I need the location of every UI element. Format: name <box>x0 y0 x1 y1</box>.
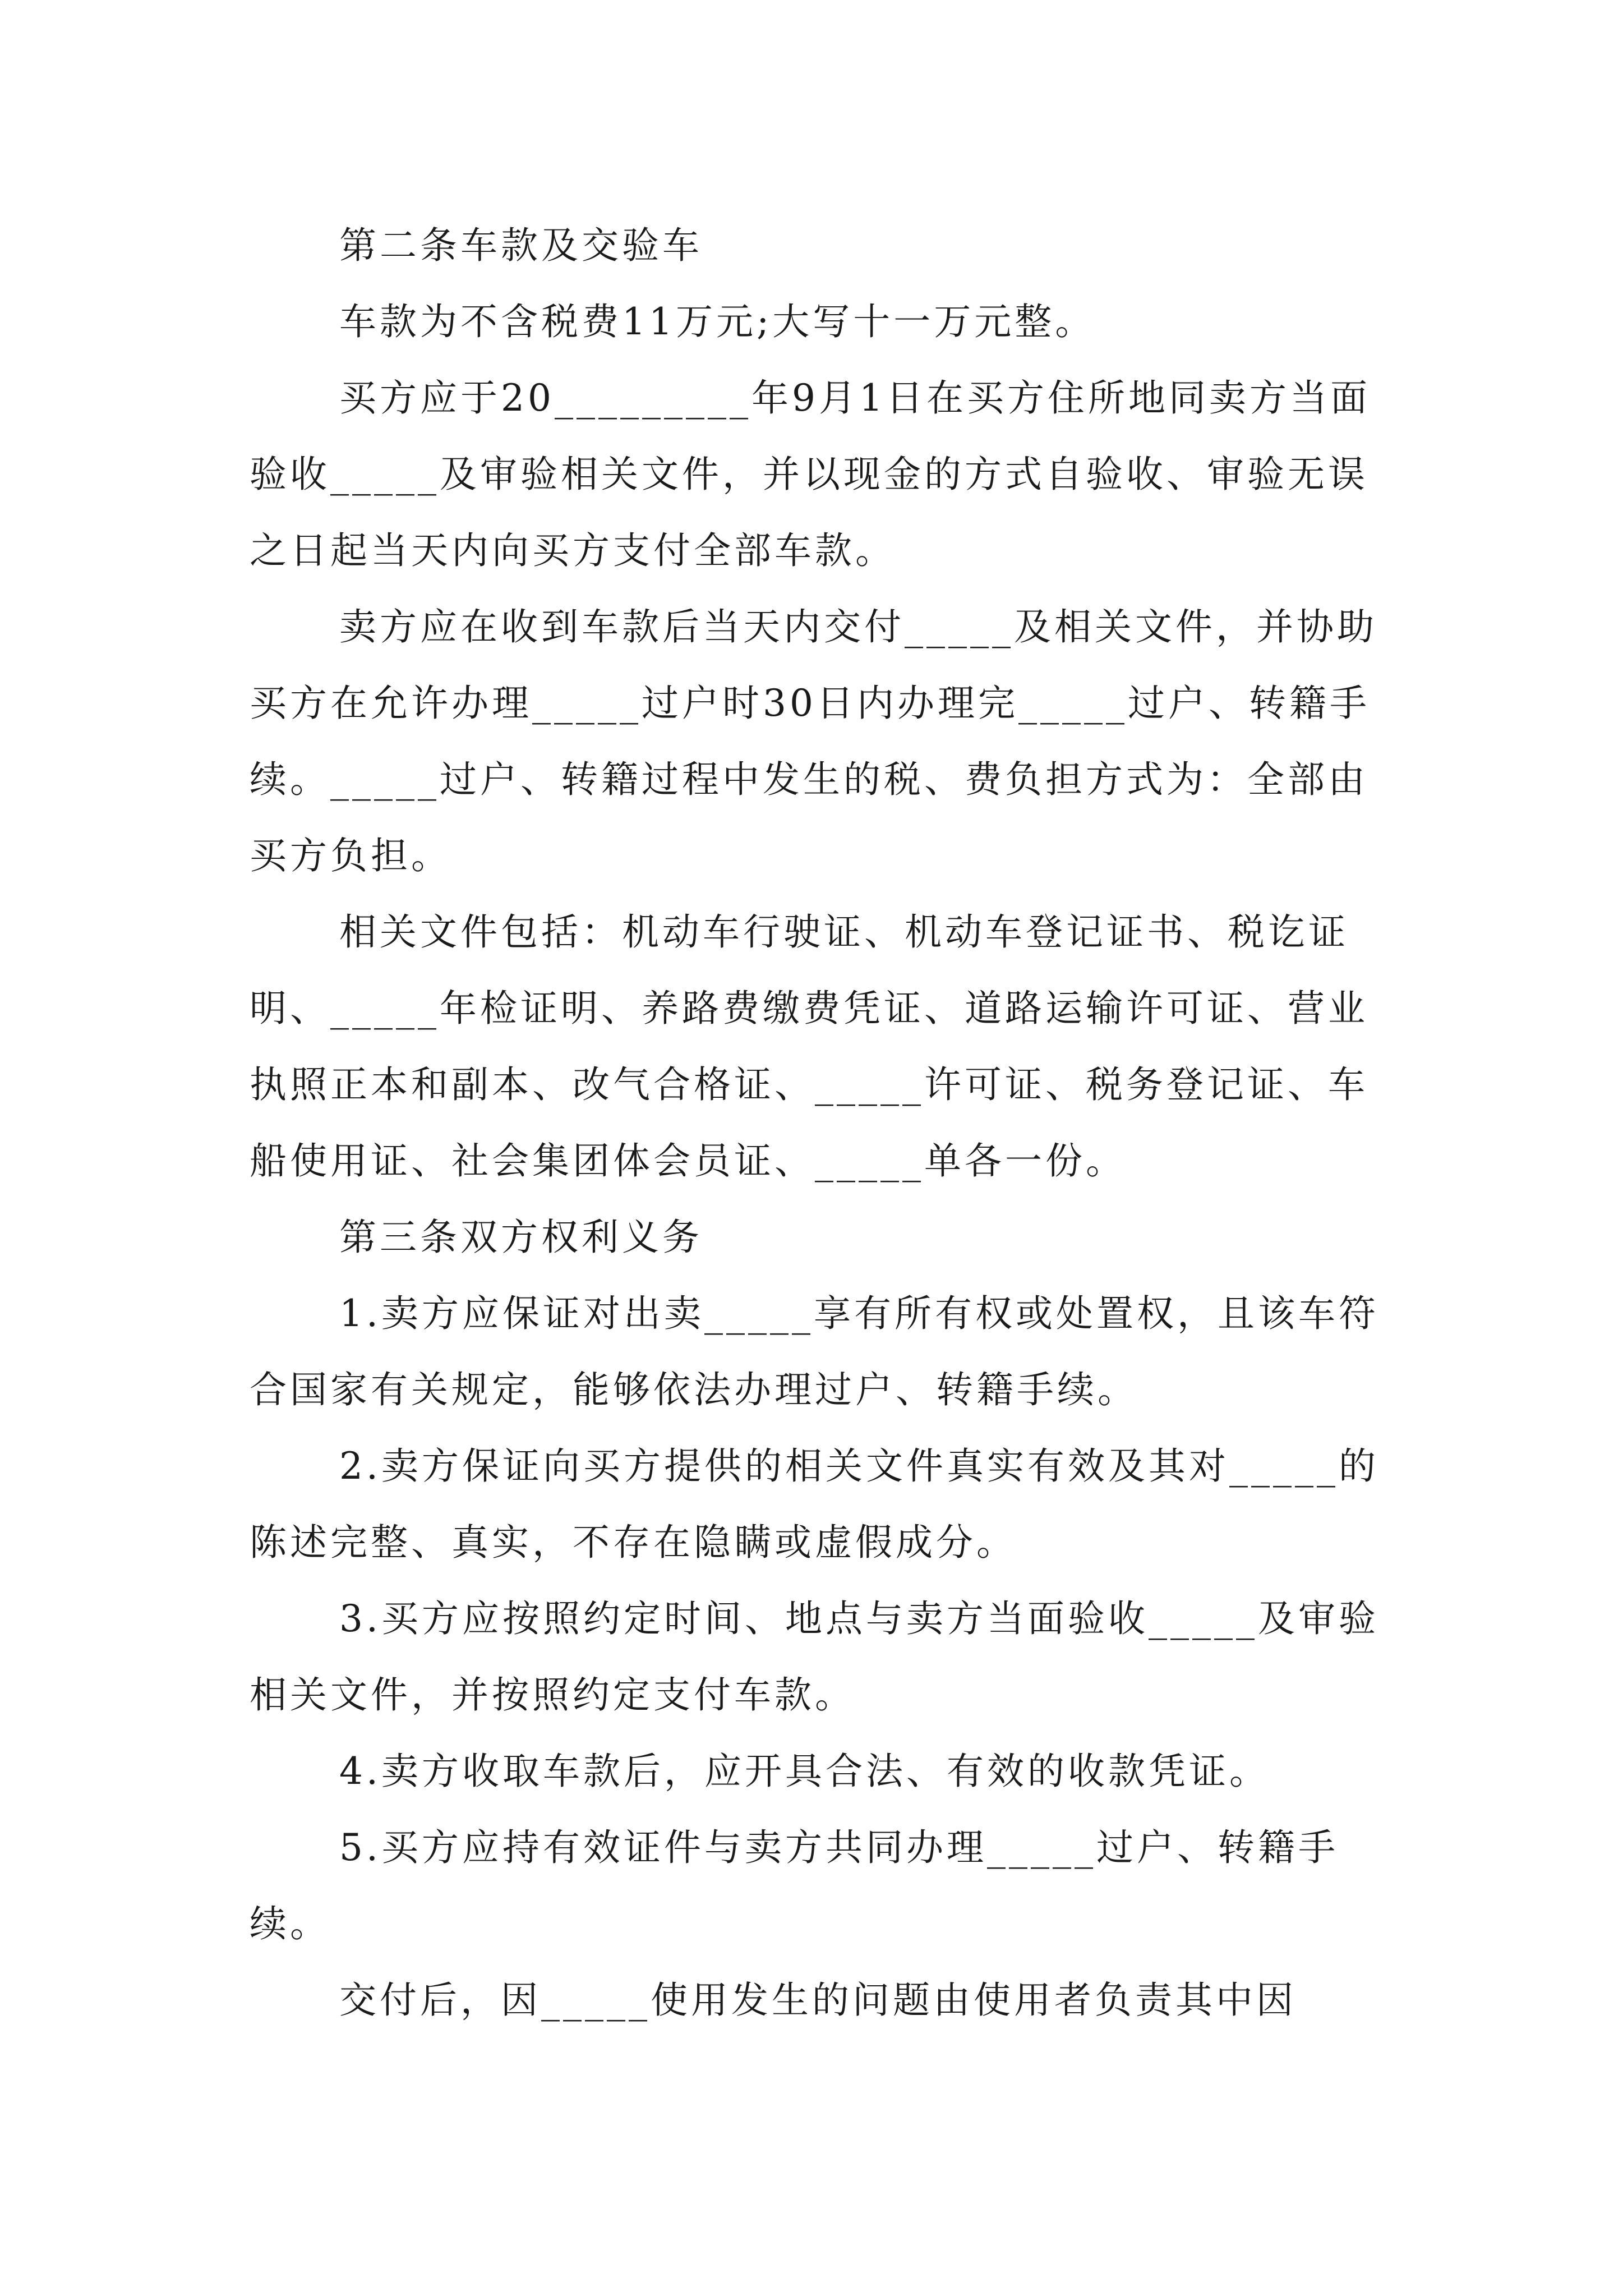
document-page <box>250 208 1394 2039</box>
paragraph-documents: 相关文件包括：机动车行驶证、机动车登记证书、税讫证明、_____年检证明、养路费缴费凭证、道路运输许可证、营业执照正本和副本、改气合格证、_____许可证、税务登记证、车船使用证、社会集团体会员证、_____单各一份。 <box>250 910 1368 1182</box>
section-heading-3: 第三条双方权利义务 <box>339 1216 703 1259</box>
paragraph-inspection: 买方应于20_________年9月1日在买方住所地同卖方当面验收_____及审验相关文件，并以现金的方式自验收、审验无误之日起当天内向买方支付全部车款。 <box>250 376 1371 572</box>
clause-3: 3.买方应按照约定时间、地点与卖方当面验收_____及审验相关文件，并按照约定支付车款。 <box>250 1597 1379 1717</box>
paragraph-price: 车款为不含税费11万元;大写十一万元整。 <box>339 300 1096 343</box>
clause-2: 2.卖方保证向买方提供的相关文件真实有效及其对_____的陈述完整、真实，不存在隐瞒或虚假成分。 <box>250 1444 1379 1564</box>
paragraph-delivery: 卖方应在收到车款后当天内交付_____及相关文件，并协助买方在允许办理_____过户时30日内办理完_____过户、转籍手续。_____过户、转籍过程中发生的税、费负担方式为：全部由买方负担。 <box>250 605 1377 877</box>
paragraph-after-delivery: 交付后，因_____使用发生的问题由使用者负责其中因 <box>339 1978 1297 2022</box>
section-heading-2: 第二条车款及交验车 <box>339 224 703 267</box>
clause-1: 1.卖方应保证对出卖_____享有所有权或处置权，且该车符合国家有关规定，能够依法办理过户、转籍手续。 <box>250 1292 1379 1411</box>
clause-5: 5.买方应持有效证件与卖方共同办理_____过户、转籍手续。 <box>250 1826 1339 1945</box>
clause-4: 4.卖方收取车款后，应开具合法、有效的收款凭证。 <box>339 1750 1270 1793</box>
